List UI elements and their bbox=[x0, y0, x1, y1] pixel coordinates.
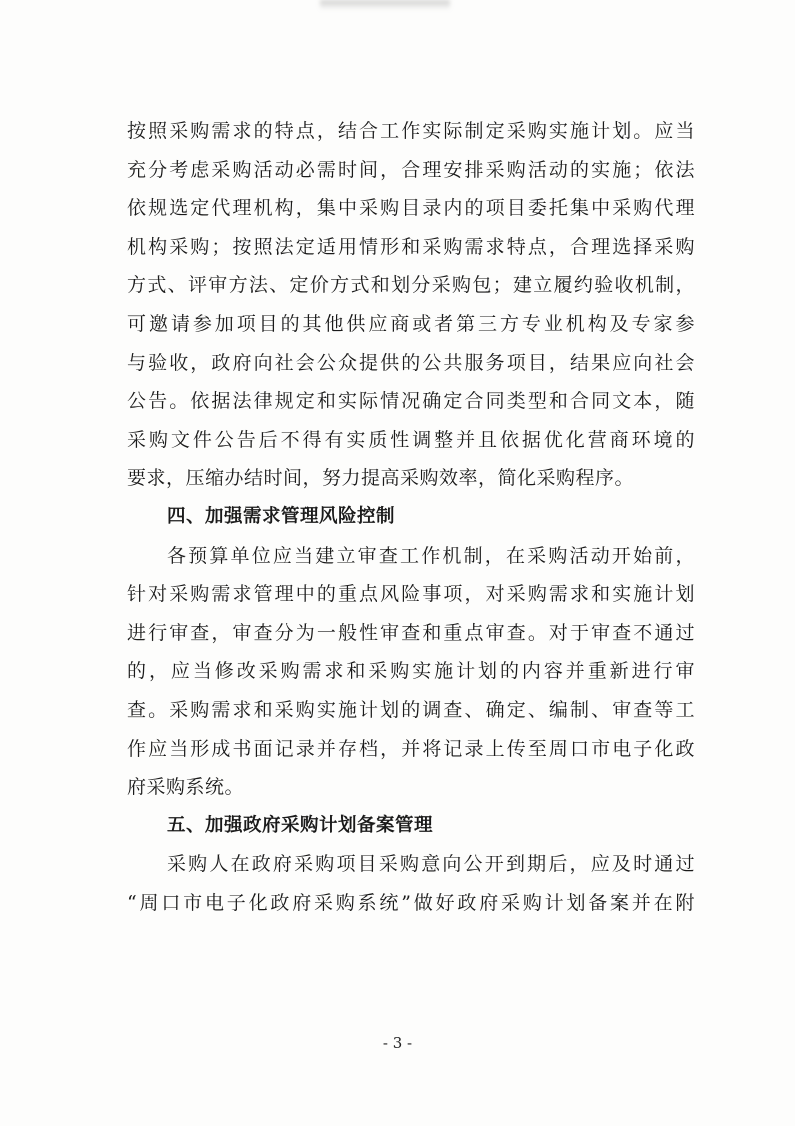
page-number: - 3 - bbox=[382, 1034, 413, 1052]
paragraph-line: 针对采购需求管理中的重点风险事项，对采购需求和实施计划 bbox=[127, 583, 695, 606]
paragraph-line: 查。采购需求和采购实施计划的调查、确定、编制、审查等工 bbox=[127, 698, 695, 721]
paragraph-line: 按照采购需求的特点，结合工作实际制定采购实施计划。应当 bbox=[127, 120, 695, 142]
paragraph-line: 机构采购；按照法定适用情形和采购需求特点，合理选择采购 bbox=[127, 235, 695, 258]
paragraph-line: 充分考虑采购活动必需时间，合理安排采购活动的实施；依法 bbox=[127, 158, 695, 181]
paragraph-line: 进行审查，审查分为一般性审查和重点审查。对于审查不通过 bbox=[127, 621, 695, 644]
paragraph-line: 与验收，政府向社会公众提供的公共服务项目，结果应向社会 bbox=[127, 351, 695, 374]
document-body bbox=[127, 112, 695, 922]
paragraph-line: 采购人在政府采购项目采购意向公开到期后，应及时通过 bbox=[167, 853, 695, 876]
paragraph-line: 作应当形成书面记录并存档，并将记录上传至周口市电子化政 bbox=[127, 737, 695, 760]
paragraph-line: “周口市电子化政府采购系统”做好政府采购计划备案并在附 bbox=[127, 891, 695, 914]
scan-artifact bbox=[320, 0, 450, 10]
paragraph-line: 依规选定代理机构，集中采购目录内的项目委托集中采购代理 bbox=[127, 197, 695, 220]
paragraph-line: 可邀请参加项目的其他供应商或者第三方专业机构及专家参 bbox=[127, 312, 695, 335]
paragraph-line: 采购文件公告后不得有实质性调整并且依据优化营商环境的 bbox=[127, 428, 695, 451]
paragraph-line: 方式、评审方法、定价方式和划分采购包；建立履约验收机制， bbox=[127, 274, 695, 297]
paragraph-line: 各预算单位应当建立审查工作机制，在采购活动开始前， bbox=[167, 544, 695, 567]
paragraph-line: 公告。依据法律规定和实际情况确定合同类型和合同文本，随 bbox=[127, 390, 695, 413]
paragraph-line: 的，应当修改采购需求和采购实施计划的内容并重新进行审 bbox=[127, 660, 695, 683]
section-heading: 五、加强政府采购计划备案管理 bbox=[167, 814, 434, 836]
paragraph-line: 要求，压缩办结时间，努力提高采购效率，简化采购程序。 bbox=[127, 467, 635, 490]
section-heading: 四、加强需求管理风险控制 bbox=[167, 505, 396, 527]
paragraph-line: 府采购系统。 bbox=[127, 776, 245, 799]
